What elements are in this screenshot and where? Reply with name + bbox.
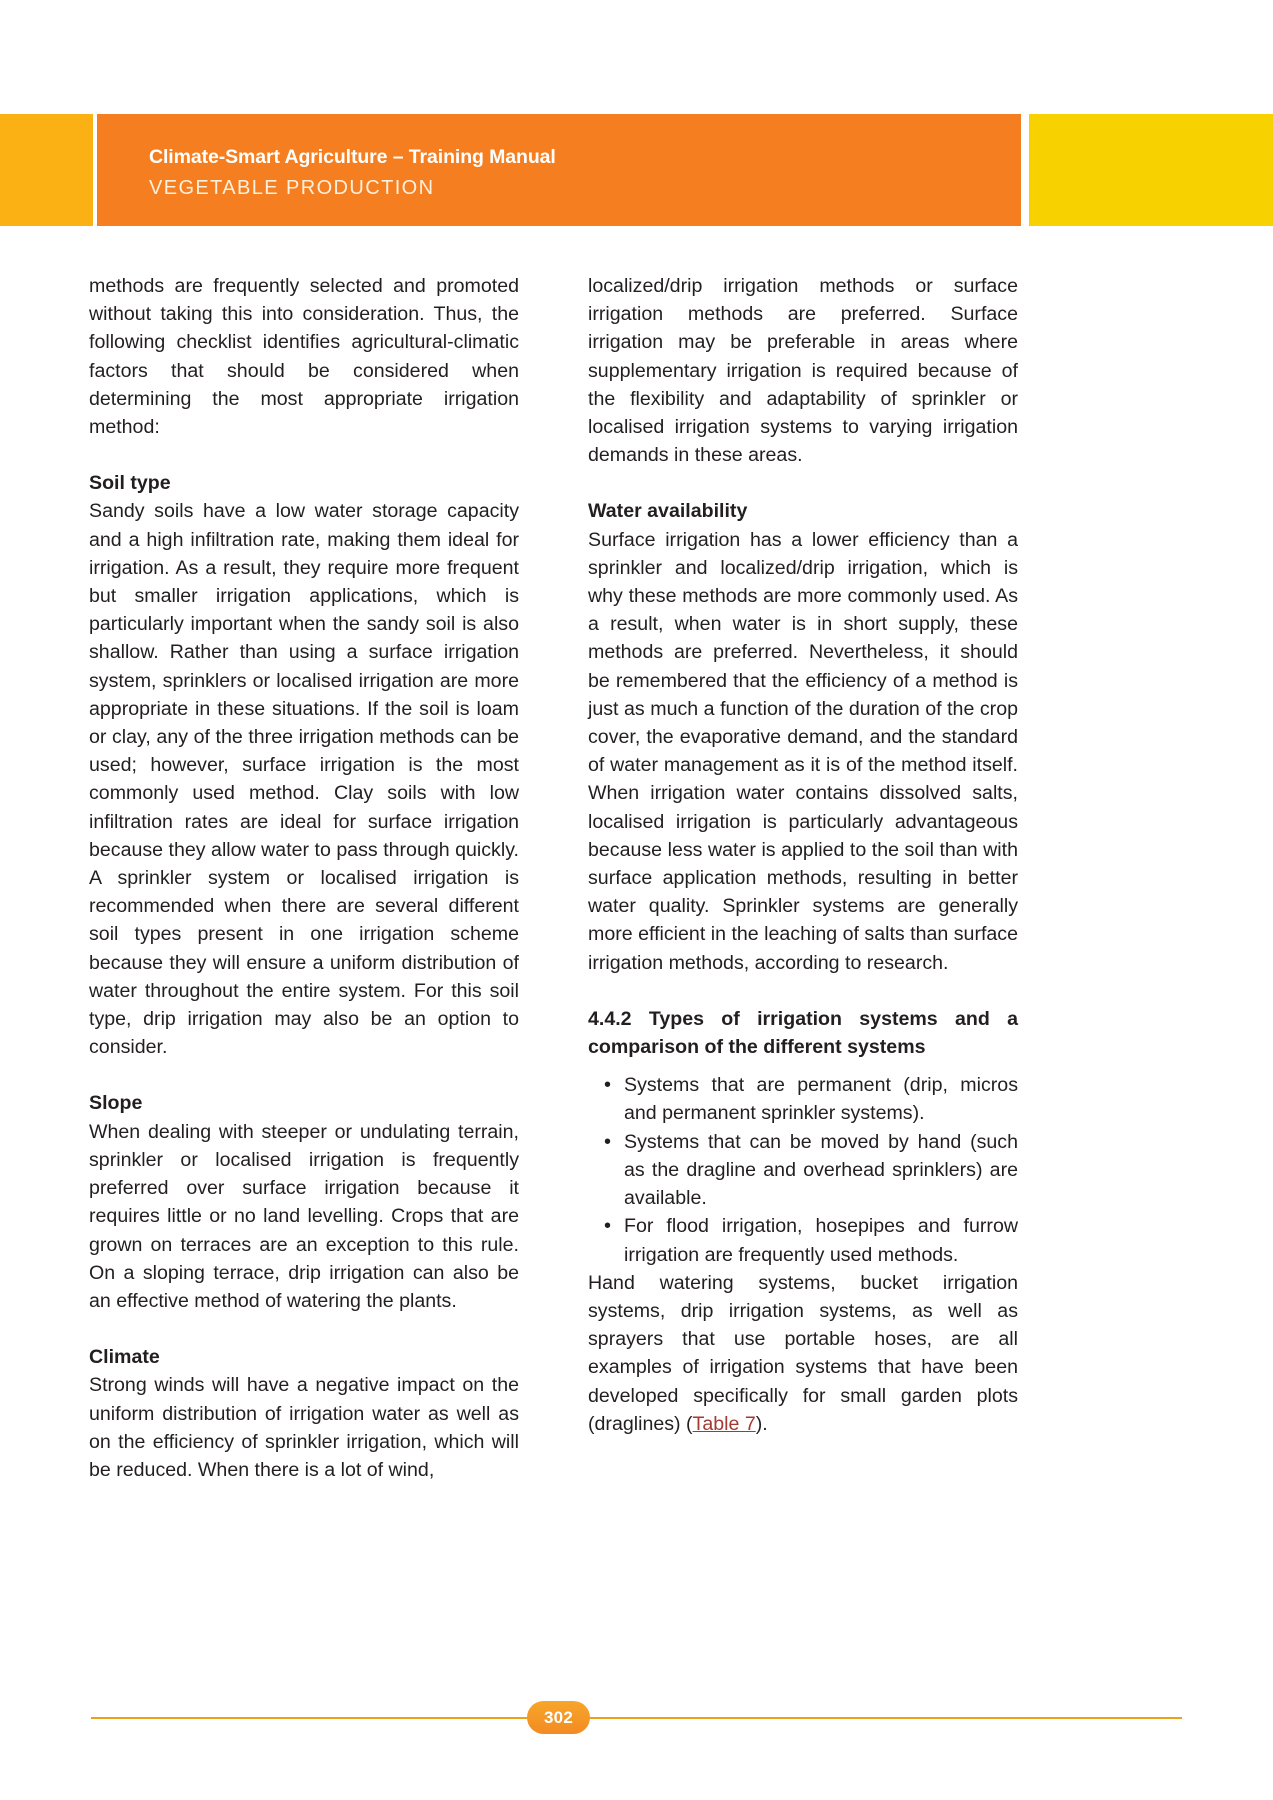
heading-climate: Climate bbox=[89, 1346, 160, 1369]
paragraph-soil-type: Sandy soils have a low water storage capacity and a high infiltration rate, making them ideal for irrigation. As a result, they require more frequent but smaller irrigation applications, which is particularly important when the sandy soil is also shallow. Rather than using a surface irrigation system, sprinklers or localised irrigation are more appropriate in these situations. If the soil is loam or clay, any of the three irrigation methods can be used; however, surface irrigation is the most commonly used method. Clay soils with low infiltration rates are ideal for surface irrigation because they allow water to pass through quickly. A sprinkler system or localised irrigation is recommended when there are several different soil types present in one irrigation scheme because they will ensure a uniform distribution of water throughout the entire system. For this soil type, drip irrigation may also be an option to consider. bbox=[89, 500, 519, 1059]
right-text-column bbox=[588, 272, 1018, 1438]
page-header bbox=[0, 114, 1273, 226]
paragraph-climate: Strong winds will have a negative impact on the uniform distribution of irrigation water as well as on the efficiency of sprinkler irrigation, which will be reduced. When there is a lot of wind, bbox=[89, 1374, 519, 1481]
header-accent-block-right bbox=[1029, 114, 1273, 226]
footer-divider bbox=[91, 1717, 1182, 1719]
spacer bbox=[89, 1061, 519, 1089]
left-text-column bbox=[89, 272, 519, 1484]
paragraph-water-availability: Surface irrigation has a lower efficiency than a sprinkler and localized/drip irrigation, which is why these methods are more commonly used. As a result, when water is in short supply, these methods are preferred. Nevertheless, it should be remembered that the efficiency of a method is just as much a function of the duration of the crop cover, the evaporative demand, and the standard of water management as it is of the method itself. When irrigation water contains dissolved salts, localised irrigation is particularly advantageous because less water is applied to the soil than with surface application methods, resulting in better water quality. Sprinkler systems are generally more efficient in the leaching of salts than surface irrigation methods, according to research. bbox=[588, 528, 1018, 974]
manual-subtitle: VEGETABLE PRODUCTION bbox=[149, 177, 435, 199]
manual-title: Climate-Smart Agriculture – Training Manual bbox=[149, 146, 556, 168]
list-item: • Systems that are permanent (drip, micros and permanent sprinkler systems). bbox=[624, 1071, 1018, 1127]
irrigation-systems-list bbox=[588, 1071, 1018, 1268]
list-item: • Systems that can be moved by hand (such as the dragline and overhead sprinklers) are available. bbox=[624, 1128, 1018, 1213]
list-item: • For flood irrigation, hosepipes and furrow irrigation are frequently used methods. bbox=[624, 1212, 1018, 1268]
spacer bbox=[89, 441, 519, 469]
paragraph-closing bbox=[588, 1269, 1018, 1438]
header-title-bar bbox=[97, 114, 1021, 226]
closing-text-before-link: Hand watering systems, bucket irrigation systems, drip irrigation systems, as well as sprayers that use portable hoses, are all examples of irrigation systems that have been developed specifically for small garden plots (draglines) ( bbox=[588, 1271, 1018, 1435]
spacer bbox=[588, 977, 1018, 1005]
heading-section-4-4-2: 4.4.2 Types of irrigation systems and a comparison of the different systems bbox=[588, 1007, 1018, 1059]
heading-slope: Slope bbox=[89, 1092, 143, 1115]
intro-paragraph: methods are frequently selected and promoted without taking this into consideration. Thus, the following checklist identifies agricultural-climatic factors that should be considered when determining the most appropriate irrigation method: bbox=[89, 275, 519, 439]
spacer bbox=[89, 1315, 519, 1343]
page-footer bbox=[0, 1698, 1273, 1738]
spacer bbox=[588, 1061, 1018, 1071]
heading-soil-type: Soil type bbox=[89, 472, 171, 495]
paragraph-slope: When dealing with steeper or undulating terrain, sprinkler or localised irrigation is frequently preferred over surface irrigation because it requires little or no land levelling. Crops that are grown on terraces are an exception to this rule. On a sloping terrace, drip irrigation can also be an effective method of watering the plants. bbox=[89, 1120, 519, 1312]
spacer bbox=[588, 469, 1018, 497]
closing-text-after-link: ). bbox=[755, 1412, 768, 1435]
page-number-badge: 302 bbox=[527, 1701, 590, 1734]
header-accent-block-left bbox=[0, 114, 93, 226]
continuation-paragraph: localized/drip irrigation methods or surface irrigation methods are preferred. Surface irrigation may be preferable in areas where supplementary irrigation is required because of the flexibility and adaptability of sprinkler or localised irrigation systems to varying irrigation demands in these areas. bbox=[588, 275, 1018, 467]
heading-water-availability: Water availability bbox=[588, 500, 748, 523]
table-7-link[interactable]: Table 7 bbox=[692, 1412, 756, 1435]
